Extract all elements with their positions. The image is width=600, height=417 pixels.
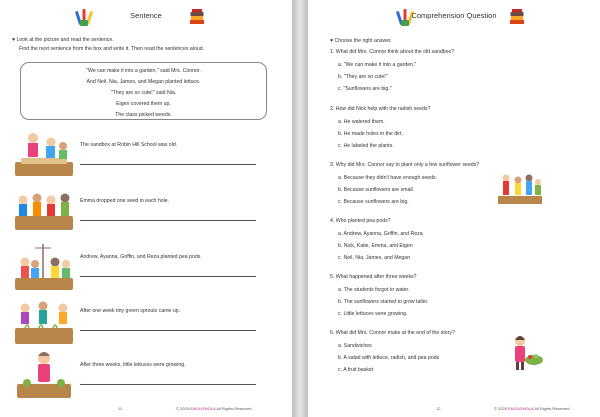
question-text: 1. What did Mrs. Connor think about the old sandbox?	[330, 49, 454, 55]
item-sentence: Emma dropped one seed in each hole.	[80, 198, 170, 204]
answer-option[interactable]: c. Because sunflowers are big.	[338, 199, 409, 205]
salad-illustration	[508, 334, 544, 372]
page-title: Comprehension Question	[411, 11, 497, 20]
answer-option[interactable]: a. Because they didn't have enough seeds.	[338, 175, 438, 181]
books-icon	[508, 8, 526, 26]
page-header	[0, 6, 292, 28]
sandbox-illustration	[13, 128, 75, 180]
instruction-line: ♥ Look at the picture and read the sentence.	[12, 37, 114, 43]
item-sentence: After one week tiny green sprouts came up.	[80, 308, 181, 314]
item-sentence: After three weeks, little lettuces were growing.	[80, 362, 186, 368]
answer-option[interactable]: c. Neil, Nia, James, and Megan	[338, 255, 411, 261]
question-text: 2. How did Nick help with the radish seeds?	[330, 106, 431, 112]
brand-name: ENGLISHOLA	[190, 406, 216, 411]
copyright-footer	[494, 406, 571, 411]
answer-option[interactable]: b. A salad with lettuce, radish, and pea pods	[338, 355, 440, 361]
rights-text: All Rights Reserved.	[216, 406, 253, 411]
answer-line[interactable]	[80, 276, 256, 277]
answer-line[interactable]	[80, 384, 256, 385]
instruction-line: Find the next sentence from the box and write it. Then read the sentences aloud.	[19, 46, 205, 52]
copyright-footer	[176, 406, 253, 411]
answer-option[interactable]: a. "We can make it into a garden."	[338, 62, 417, 68]
box-sentence: Eigen covered them up.	[116, 101, 171, 107]
question-text: 6. What did Mrs. Connor make at the end of the story?	[330, 330, 455, 336]
page-comprehension	[308, 0, 600, 417]
children-illustration	[498, 170, 542, 204]
item-sentence: The sandbox at Robin Hill School was old.	[80, 142, 178, 148]
answer-option[interactable]: b. He made holes in the dirt.	[338, 131, 403, 137]
rights-text: All Rights Reserved.	[534, 406, 571, 411]
pea-pods-illustration	[13, 242, 75, 292]
answer-option[interactable]: c. A fruit basket	[338, 367, 374, 373]
seed-planting-illustration	[13, 186, 75, 232]
books-icon	[188, 8, 206, 26]
answer-line[interactable]	[80, 330, 256, 331]
brand-name: ENGLISHOLA	[508, 406, 534, 411]
instruction-line: ♥ Choose the right answer.	[330, 38, 392, 44]
page-number: 12	[436, 406, 441, 411]
box-sentence: "They are so cute!" said Nia.	[110, 90, 177, 96]
box-sentence: The class picked weeds.	[115, 112, 172, 118]
page-number: 11	[118, 406, 123, 411]
answer-option[interactable]: b. Because sunflowers are small.	[338, 187, 415, 193]
answer-option[interactable]: a. Andrew, Ayanna, Griffin, and Reza	[338, 231, 423, 237]
question-text: 4. Who planted pea pods?	[330, 218, 391, 224]
answer-line[interactable]	[80, 220, 256, 221]
answer-option[interactable]: c. Little lettuces were growing.	[338, 311, 408, 317]
copyright-prefix: © 2025	[494, 406, 507, 411]
lettuce-growing-illustration	[13, 350, 75, 400]
page-header	[308, 6, 600, 28]
answer-line[interactable]	[80, 164, 256, 165]
answer-option[interactable]: a. The students forgot to water.	[338, 287, 410, 293]
page-gutter	[292, 0, 308, 417]
answer-option[interactable]: a. He watered them.	[338, 119, 385, 125]
box-sentence: And Neil, Nia, James, and Megan planted lettuce.	[86, 79, 201, 85]
box-sentence: "We can make it into a garden," said Mrs. Connor.	[86, 68, 201, 74]
page-sentence	[0, 0, 292, 417]
answer-option[interactable]: c. He labeled the plants.	[338, 143, 394, 149]
page-title: Sentence	[130, 11, 162, 20]
copyright-prefix: © 2025	[176, 406, 189, 411]
answer-option[interactable]: b. The sunflowers started to grow taller.	[338, 299, 429, 305]
answer-option[interactable]: c. "Sunflowers are big."	[338, 86, 392, 92]
question-text: 5. What happened after three weeks?	[330, 274, 417, 280]
question-text: 3. Why did Mrs. Connor say to plant only a few sunflower seeds?	[330, 162, 480, 168]
answer-option[interactable]: a. Sandwiches	[338, 343, 372, 349]
item-sentence: Andrew, Ayanna, Griffin, and Reza planted pea pods.	[80, 254, 202, 260]
sprouts-illustration	[13, 296, 75, 346]
answer-option[interactable]: b. Nick, Katie, Emma, and Eigen	[338, 243, 413, 249]
sentence-box	[20, 62, 267, 120]
answer-option[interactable]: b. "They are so cute!"	[338, 74, 388, 80]
